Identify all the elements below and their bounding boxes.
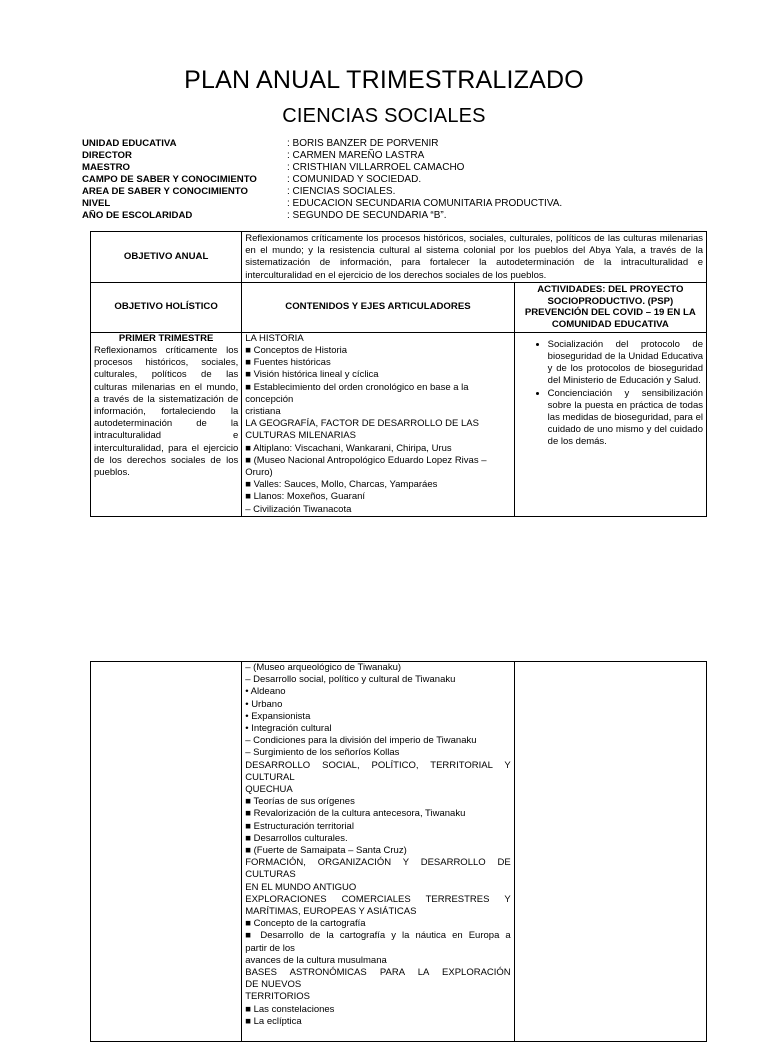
plan-table-page2 [90, 661, 707, 1042]
contenido-line: DESARROLLO SOCIAL, POLÍTICO, TERRITORIAL Y [245, 759, 511, 771]
info-value: : BORIS BANZER DE PORVENIR [287, 138, 439, 149]
contenido-line: CULTURAS [245, 869, 296, 881]
contenido-line: ■ Desarrollo de la cartografía y la náutica en Europa a [245, 930, 511, 942]
contenido-line: ■ Revalorización de la cultura antecesora, Tiwanaku [245, 808, 466, 820]
contenido-line: – Civilización Tiwanacota [245, 503, 352, 515]
trimestre-label: PRIMER TRIMESTRE [118, 332, 214, 344]
contenido-line: ■ (Fuerte de Samaipata – Santa Cruz) [245, 845, 407, 857]
info-value: : COMUNIDAD Y SOCIEDAD. [287, 174, 422, 185]
contenido-line: TERRITORIOS [245, 991, 310, 1003]
info-value: : CIENCIAS SOCIALES. [287, 186, 396, 197]
document-subtitle: CIENCIAS SOCIALES [282, 105, 486, 127]
contenido-line: • Urbano [245, 698, 283, 710]
info-row [82, 198, 562, 210]
info-row [82, 210, 562, 222]
contenido-line: – Desarrollo social, político y cultural de Tiwanaku [245, 674, 456, 686]
header-actividades: ACTIVIDADES: DEL PROYECTO SOCIOPRODUCTIVO. (PSP) PREVENCIÓN DEL COVID – 19 EN LA COMUNIDAD EDUCATIVA [514, 282, 706, 332]
contenido-line: • Integración cultural [245, 723, 332, 735]
contenido-line: cristiana [245, 406, 281, 418]
contenidos-cell-2 [242, 662, 514, 1042]
info-block [82, 138, 562, 222]
contenido-line: – Surgimiento de los señoríos Kollas [245, 747, 400, 759]
contenido-line: ■ Visión histórica lineal y cíclica [245, 369, 379, 381]
contenido-line: ■ Las constelaciones [245, 1003, 335, 1015]
contenido-line: • Aldeano [245, 686, 286, 698]
contenido-line: partir de los [245, 942, 295, 954]
actividades-list [518, 339, 703, 449]
contenido-line: ■ Teorías de sus orígenes [245, 796, 355, 808]
objetivo-anual-label: OBJETIVO ANUAL [91, 232, 242, 283]
info-value: : CRISTHIAN VILLARROEL CAMACHO [287, 162, 465, 173]
contenido-line: – Condiciones para la división del imperio de Tiwanaku [245, 735, 477, 747]
info-row [82, 186, 562, 198]
contenido-line: avances de la cultura musulmana [245, 954, 387, 966]
contenido-line: QUECHUA [245, 784, 293, 796]
info-row [82, 162, 562, 174]
contenido-line: ■ Altiplano: Viscachani, Wankarani, Chiripa, Urus [245, 442, 452, 454]
info-label: UNIDAD EDUCATIVA [82, 138, 177, 149]
contenido-line: EN EL MUNDO ANTIGUO [245, 881, 357, 893]
contenido-line: ■ Conceptos de Historia [245, 345, 348, 357]
contenido-line: ■ Valles: Sauces, Mollo, Charcas, Yamparáes [245, 479, 438, 491]
contenido-line: • Expansionista [245, 710, 311, 722]
objetivo-holistico-cell-2 [91, 662, 242, 1042]
contenido-line: CULTURAL [245, 771, 295, 783]
contenido-line: ■ Establecimiento del orden cronológico en base a la concepción [245, 381, 469, 405]
actividades-cell-2 [514, 662, 706, 1042]
contenido-line: ■ La eclíptica [245, 1015, 302, 1027]
contenido-line: DE NUEVOS [245, 979, 302, 991]
contenido-line: ■ Concepto de la cartografía [245, 918, 366, 930]
info-row [82, 138, 562, 150]
contenido-line: ■ Estructuración territorial [245, 820, 354, 832]
info-value: : CARMEN MAREÑO LASTRA [287, 150, 425, 161]
contenido-line: BASES ASTRONÓMICAS PARA LA EXPLORACIÓN [245, 967, 511, 979]
plan-table-page1 [90, 231, 707, 517]
info-value: : SEGUNDO DE SECUNDARIA “B”. [287, 210, 447, 221]
info-label: MAESTRO [82, 162, 130, 173]
info-label: AREA DE SABER Y CONOCIMIENTO [82, 186, 248, 197]
objetivo-anual-text: Reflexionamos críticamente los procesos históricos, sociales, culturales, políticos de las culturas milenarias en el mundo; y la resistencia cultural al sistema colonial por los pueblos del Abya Yala, a través de la sistematización de información, para fortalecer la autodeterminación de la intraculturalidad e interculturalidad en el ejercicio de los derechos sociales de los pueblos. [242, 232, 707, 283]
info-label: CAMPO DE SABER Y CONOCIMIENTO [82, 174, 257, 185]
contenido-line: FORMACIÓN, ORGANIZACIÓN Y DESARROLLO DE [245, 857, 511, 869]
actividad-item: • Concienciación y sensibilización sobre la puesta en práctica de todas las medidas de bioseguridad, para el cuidado de uno mismo y del cuidado de los demás. [548, 388, 703, 449]
contenido-line: LA HISTORIA [245, 332, 304, 344]
contenido-line: ■ Llanos: Moxeños, Guaraní [245, 491, 366, 503]
info-row [82, 150, 562, 162]
contenido-line: ■ Desarrollos culturales. [245, 832, 348, 844]
header-contenidos: CONTENIDOS Y EJES ARTICULADORES [242, 282, 514, 332]
actividades-cell [514, 332, 706, 516]
objetivo-holistico-cell [91, 332, 242, 516]
contenido-line: LA GEOGRAFÍA, FACTOR DE DESARROLLO DE LAS CULTURAS MILENARIAS [245, 418, 479, 442]
info-label: AÑO DE ESCOLARIDAD [82, 210, 193, 221]
contenido-line: ■ (Museo Nacional Antropológico Eduardo Lopez Rivas – Oruro) [245, 454, 487, 479]
contenido-line: – (Museo arqueológico de Tiwanaku) [245, 662, 402, 673]
contenidos-cell [242, 332, 514, 516]
info-label: DIRECTOR [82, 150, 132, 161]
contenido-line: MARÍTIMAS, EUROPEAS Y ASIÁTICAS [245, 906, 417, 918]
header-objetivo-holistico: OBJETIVO HOLÍSTICO [91, 282, 242, 332]
info-row [82, 174, 562, 186]
document-title: PLAN ANUAL TRIMESTRALIZADO [184, 66, 584, 94]
info-label: NIVEL [82, 198, 111, 209]
objetivo-holistico-text: Reflexionamos críticamente los procesos históricos, sociales, culturales, políticos de las culturas milenarias en el mundo, a través de la sistematización de información, fortaleciendo la autodeterminación de la intraculturalidad e interculturalidad, para el ejercicio de los derechos sociales de los pueblos. [94, 345, 239, 479]
actividad-item: • Socialización del protocolo de bioseguridad de la Unidad Educativa y de los protocolos de bioseguridad del Ministerio de Educación y Salud. [548, 339, 703, 388]
contenido-line: EXPLORACIONES COMERCIALES TERRESTRES Y [245, 893, 511, 905]
info-value: : EDUCACION SECUNDARIA COMUNITARIA PRODUCTIVA. [287, 198, 563, 209]
contenido-line: ■ Fuentes históricas [245, 357, 331, 369]
